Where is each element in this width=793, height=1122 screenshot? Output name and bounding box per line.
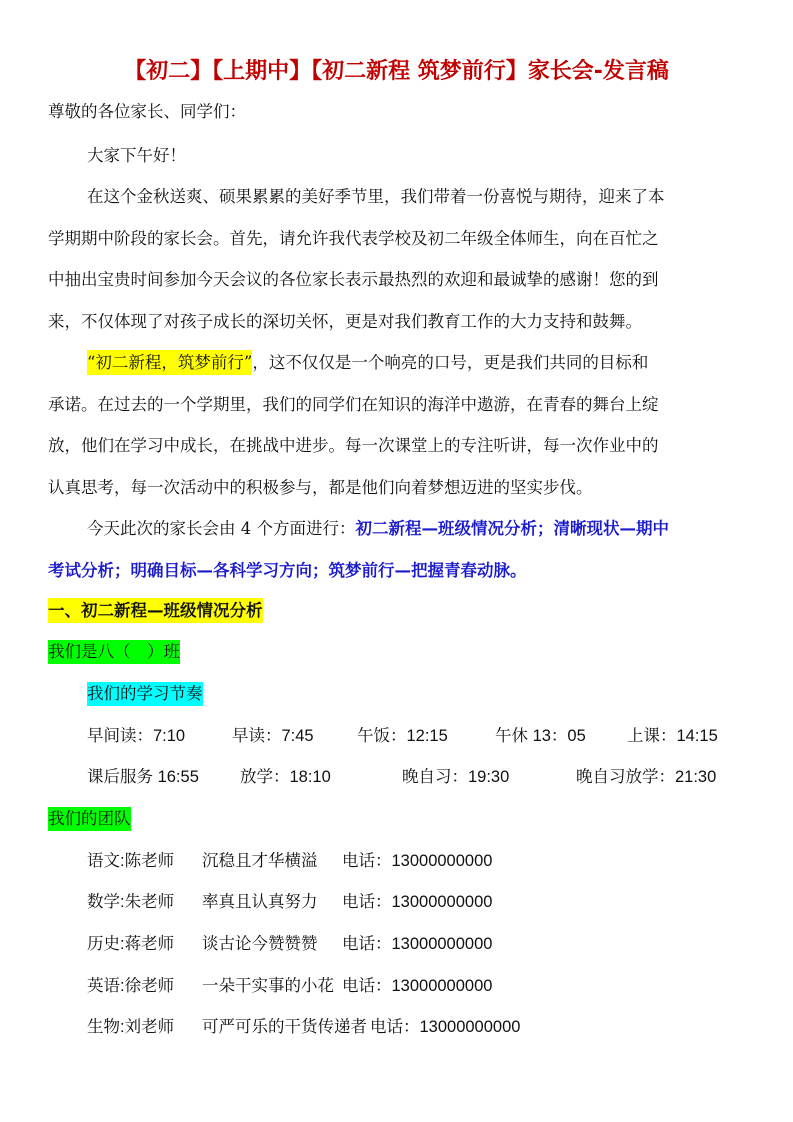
rhythm-label: 我们的学习节奏 xyxy=(87,682,203,706)
schedule-row-1 xyxy=(87,725,718,747)
section1-heading: 一、初二新程—班级情况分析 xyxy=(48,598,263,623)
class-label-wrap xyxy=(48,641,180,663)
salutation: 尊敬的各位家长、同学们： xyxy=(48,102,246,121)
team-row xyxy=(87,891,492,913)
document-title: 【初二】【上期中】【初二新程 筑梦前行】家长会-发言稿 xyxy=(124,59,669,84)
teacher-phone: 电话：13000000000 xyxy=(342,977,493,995)
teacher-name: 数学:朱老师 xyxy=(87,893,175,911)
team-row xyxy=(87,850,492,872)
para1-line-4: 来，不仅体现了对孩子成长的深切关怀，更是对我们教育工作的大力支持和鼓舞。 xyxy=(48,312,642,331)
teacher-name: 历史:蒋老师 xyxy=(87,935,175,953)
team-row xyxy=(87,1016,520,1038)
agenda-lead: 今天此次的家长会由 4 个方面进行： xyxy=(87,519,356,538)
schedule-item: 晚自习：19:30 xyxy=(402,768,510,786)
schedule-item: 午休 13：05 xyxy=(495,727,586,745)
schedule-item: 晚自习放学：21:30 xyxy=(576,768,717,786)
greeting: 大家下午好！ xyxy=(87,146,186,165)
section1-heading-wrap xyxy=(48,600,263,622)
para2-rest: ，这不仅仅是一个响亮的口号，更是我们共同的目标和 xyxy=(252,353,649,372)
rhythm-label-wrap xyxy=(87,683,203,705)
schedule-item: 早间读：7:10 xyxy=(87,727,186,745)
teacher-phone: 电话：13000000000 xyxy=(370,1018,521,1036)
teacher-desc: 谈古论今赞赞赞 xyxy=(202,935,318,953)
schedule-item: 放学：18:10 xyxy=(240,768,331,786)
teacher-desc: 率真且认真努力 xyxy=(202,893,318,911)
team-label: 我们的团队 xyxy=(48,807,131,831)
para2-line-4: 认真思考，每一次活动中的积极参与，都是他们向着梦想迈进的坚实步伐。 xyxy=(48,478,593,497)
schedule-item: 早读：7:45 xyxy=(232,727,314,745)
para2-line-1 xyxy=(87,352,648,374)
teacher-desc: 可严可乐的干货传递者 xyxy=(202,1018,367,1036)
para1-line-2: 学期期中阶段的家长会。首先，请允许我代表学校及初二年级全体师生，向在百忙之 xyxy=(48,229,659,248)
schedule-item: 上课：14:15 xyxy=(627,727,718,745)
team-label-wrap xyxy=(48,808,131,830)
teacher-desc: 沉稳且才华横溢 xyxy=(202,852,318,870)
class-label: 我们是八（ ）班 xyxy=(48,640,180,664)
para2-line-2: 承诺。在过去的一个学期里，我们的同学们在知识的海洋中遨游，在青春的舞台上绽 xyxy=(48,395,659,414)
teacher-name: 生物:刘老师 xyxy=(87,1018,175,1036)
agenda-items-2: 考试分析；明确目标—各科学习方向；筑梦前行—把握青春动脉。 xyxy=(48,561,527,580)
slogan-highlight: “初二新程，筑梦前行” xyxy=(87,350,252,375)
schedule-item: 课后服务 16:55 xyxy=(87,768,199,786)
teacher-name: 语文:陈老师 xyxy=(87,852,175,870)
para3-line-1 xyxy=(87,518,669,540)
team-row xyxy=(87,933,492,955)
para1-line-3: 中抽出宝贵时间参加今天会议的各位家长表示最热烈的欢迎和最诚挚的感谢！您的到 xyxy=(48,270,659,289)
schedule-row-2 xyxy=(87,766,716,788)
para2-line-3: 放，他们在学习中成长，在挑战中进步。每一次课堂上的专注听讲，每一次作业中的 xyxy=(48,436,659,455)
teacher-phone: 电话：13000000000 xyxy=(342,893,493,911)
teacher-name: 英语:徐老师 xyxy=(87,977,175,995)
teacher-phone: 电话：13000000000 xyxy=(342,935,493,953)
teacher-desc: 一朵干实事的小花 xyxy=(202,977,334,995)
teacher-phone: 电话：13000000000 xyxy=(342,852,493,870)
para1-line-1: 在这个金秋送爽、硕果累累的美好季节里，我们带着一份喜悦与期待，迎来了本 xyxy=(87,187,665,206)
schedule-item: 午饭：12:15 xyxy=(357,727,448,745)
agenda-items-1: 初二新程—班级情况分析；清晰现状—期中 xyxy=(355,519,669,538)
team-row xyxy=(87,975,492,997)
